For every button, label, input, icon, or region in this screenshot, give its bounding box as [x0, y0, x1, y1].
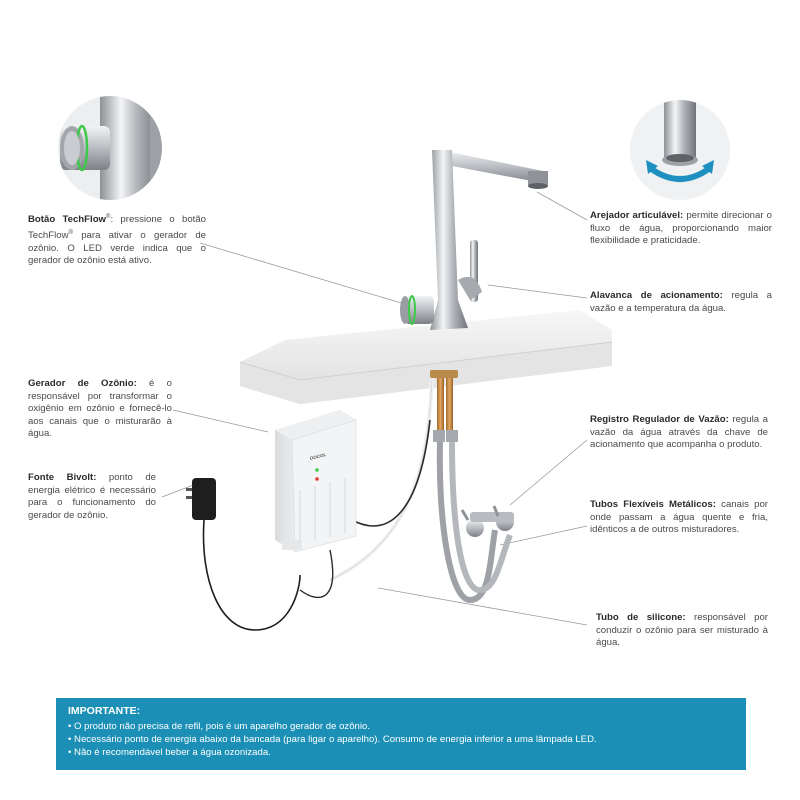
callout-fonte: Fonte Bivolt: ponto de energia elétrico é necessário para o funcionamento do gerador de ozônio.: [28, 472, 157, 521]
callout-alavanca-title: Alavanca de acionamento:: [590, 290, 723, 301]
callout-registro-title: Registro Regulador de Vazão:: [590, 414, 729, 425]
callout-techflow-title: Botão TechFlow: [28, 214, 107, 226]
faucet: [400, 150, 548, 330]
callout-tubos-title: Tubos Flexíveis Metálicos:: [590, 499, 716, 510]
callout-silicone-title: Tubo de silicone:: [596, 612, 686, 623]
countertop: [240, 310, 612, 404]
aerator-zoom-circle: [630, 98, 730, 200]
callout-techflow: Botão TechFlow®: pressione o botão TechFlow® para ativar o gerador de ozônio. O LED verde indica que o gerador de ozônio está ativo.: [28, 214, 207, 267]
callout-tubos: Tubos Flexíveis Metálicos: canais por onde passam a água quente e fria, idênticos a de outros misturadores.: [590, 499, 768, 536]
techflow-zoom-circle: [58, 92, 162, 212]
callout-fonte-title: Fonte Bivolt:: [28, 472, 97, 483]
important-item: • Não é recomendável beber a água ozonizada.: [68, 747, 271, 758]
important-banner: [56, 698, 746, 770]
callout-alavanca: Alavanca de acionamento: regula a vazão e a temperatura da água.: [590, 290, 772, 314]
device-brand-label: DOCOL: [310, 451, 327, 462]
callout-silicone: Tubo de silicone: responsável por conduzir o ozônio para ser misturado à água.: [596, 612, 768, 649]
plumbing: [330, 370, 514, 600]
callout-arejador-title: Arejador articulável:: [590, 210, 684, 221]
callout-arejador: Arejador articulável: permite direcionar o fluxo de água, proporcionando maior flexibilidade e praticidade.: [590, 210, 772, 247]
leader-lines: [162, 192, 587, 625]
ozone-generator: [275, 410, 356, 597]
important-item: • Necessário ponto de energia abaixo da bancada (para ligar o aparelho). Consumo de energia inferior a uma lâmpada LED.: [68, 734, 597, 745]
callout-ozonio-title: Gerador de Ozônio:: [28, 378, 137, 389]
callout-ozonio: Gerador de Ozônio: é o responsável por transformar o oxigênio em ozônio e fornecê-lo aos canais que o misturarão à água.: [28, 378, 172, 440]
callout-registro: Registro Regulador de Vazão: regula a vazão da água através da chave de acionamento que acompanha o produto.: [590, 414, 768, 451]
important-title: IMPORTANTE:: [68, 705, 141, 717]
important-item: • O produto não precisa de refil, pois é um aparelho gerador de ozônio.: [68, 721, 371, 732]
